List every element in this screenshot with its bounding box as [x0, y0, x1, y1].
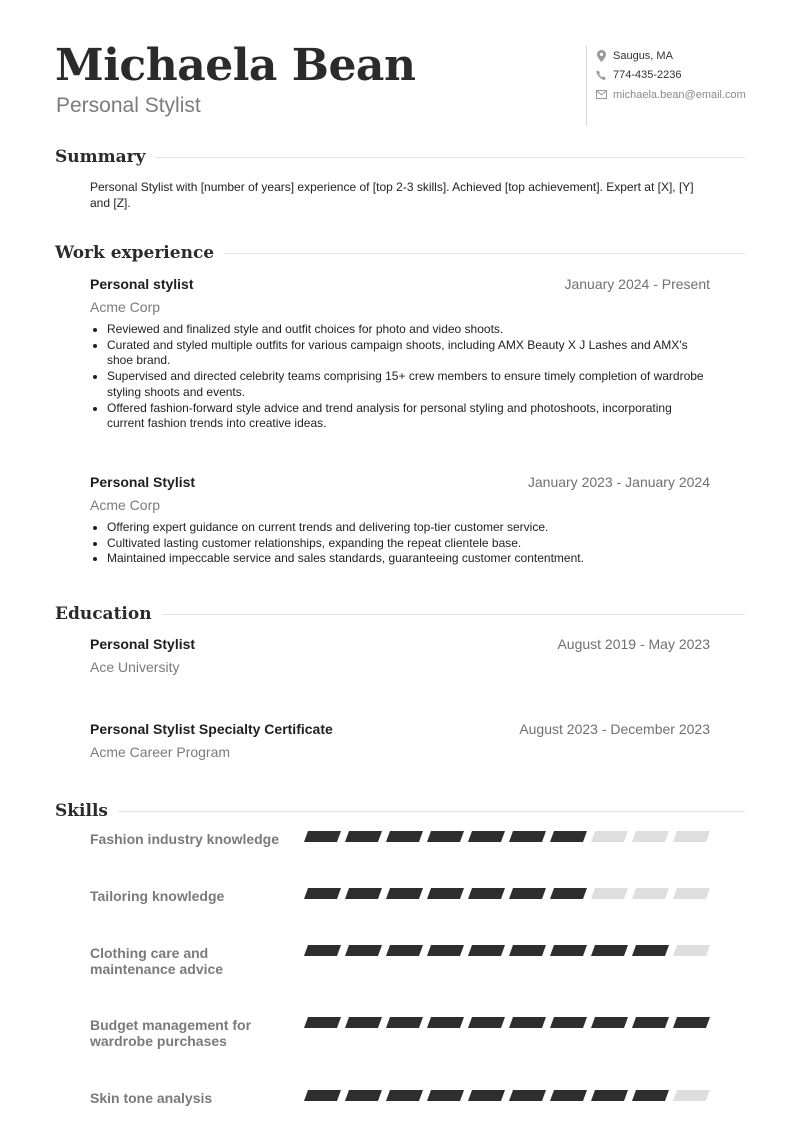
skill-segment-filled — [509, 831, 546, 842]
candidate-title: Personal Stylist — [56, 94, 201, 117]
map-pin-icon — [595, 49, 608, 62]
skill-segment-filled — [509, 945, 546, 956]
skills-section-header — [55, 801, 745, 821]
summary-section-header — [55, 147, 745, 167]
skill-segment-empty — [632, 888, 669, 899]
skill-segment-filled — [550, 888, 587, 899]
work-section-header — [55, 243, 745, 263]
section-divider — [224, 253, 745, 254]
skill-name: Fashion industry knowledge — [90, 831, 280, 847]
skill-segment-filled — [386, 888, 423, 899]
phone-text: 774-435-2236 — [613, 69, 682, 82]
skill-segment-filled — [591, 1090, 628, 1101]
education-date: August 2023 - December 2023 — [519, 721, 710, 737]
skill-segment-filled — [427, 1017, 464, 1028]
skill-segment-filled — [386, 1017, 423, 1028]
skill-segment-filled — [468, 888, 505, 899]
skill-segment-empty — [632, 831, 669, 842]
skill-segment-filled — [345, 945, 382, 956]
skill-segment-empty — [591, 888, 628, 899]
work-heading: Work experience — [55, 243, 215, 263]
skill-segment-filled — [427, 1090, 464, 1101]
job-date: January 2023 - January 2024 — [527, 474, 710, 490]
skill-segment-filled — [591, 1017, 628, 1028]
skill-segment-filled — [427, 888, 464, 899]
skill-segment-filled — [304, 1017, 341, 1028]
skill-name: Clothing care and maintenance advice — [90, 945, 224, 977]
skill-segment-filled — [591, 945, 628, 956]
education-section-header — [55, 604, 745, 624]
skill-segment-filled — [345, 1017, 382, 1028]
education-degree: Personal Stylist Specialty Certificate — [90, 721, 333, 737]
job-bullet: • Offered fashion-forward style advice and trend analysis for personal styling and photoshoots, incorporating current fashion trends into creative ideas. — [107, 401, 710, 432]
skill-segment-filled — [468, 1017, 505, 1028]
skill-segment-filled — [632, 1017, 669, 1028]
skill-segment-filled — [550, 1090, 587, 1101]
skill-segment-empty — [673, 1090, 710, 1101]
education-school: Ace University — [90, 659, 180, 675]
skill-name: Skin tone analysis — [90, 1090, 213, 1106]
job-company: Acme Corp — [90, 299, 161, 315]
skill-segment-filled — [345, 1090, 382, 1101]
summary-text: Personal Stylist with [number of years] experience of [top 2-3 skills]. Achieved [top achievement]. Expert at [X], [Y] and [Z]. — [90, 180, 694, 210]
education-entry — [90, 636, 710, 675]
education-entry — [90, 721, 710, 760]
skill-segment-filled — [345, 831, 382, 842]
job-bullet: • Cultivated lasting customer relationships, expanding the repeat clientele base. — [107, 536, 710, 552]
skill-segment-filled — [509, 1090, 546, 1101]
section-divider — [118, 811, 745, 812]
skill-segment-filled — [632, 945, 669, 956]
skill-segment-filled — [304, 1090, 341, 1101]
job-bullet: • Curated and styled multiple outfits for various campaign shoots, including AMX Beauty X J Lashes and AMX's shoe brand. — [107, 338, 710, 369]
skill-segment-filled — [468, 1090, 505, 1101]
skill-segment-filled — [468, 945, 505, 956]
skill-segment-filled — [632, 1090, 669, 1101]
skill-segment-filled — [386, 831, 423, 842]
skill-segment-filled — [304, 831, 341, 842]
skill-segment-empty — [673, 945, 710, 956]
skill-segment-filled — [386, 945, 423, 956]
skill-segment-empty — [591, 831, 628, 842]
skill-segment-filled — [509, 888, 546, 899]
phone-icon — [595, 69, 608, 82]
skill-segment-filled — [427, 945, 464, 956]
job-company: Acme Corp — [90, 497, 161, 513]
job-bullet: • Supervised and directed celebrity teams comprising 15+ crew members to ensure timely completion of wardrobe styling shoots and events. — [107, 369, 710, 400]
skill-segment-filled — [550, 1017, 587, 1028]
location-text: Saugus, MA — [613, 49, 673, 62]
job-bullets — [90, 322, 710, 432]
skill-name: Budget management for wardrobe purchases — [90, 1017, 252, 1049]
candidate-name: Michaela Bean — [55, 40, 416, 91]
skill-segment-filled — [304, 945, 341, 956]
job-bullet: • Offering expert guidance on current trends and delivering top-tier customer service. — [107, 520, 710, 536]
job-entry — [90, 474, 710, 567]
job-role: Personal stylist — [90, 276, 194, 292]
skill-segment-filled — [427, 831, 464, 842]
job-entry — [90, 276, 710, 432]
skill-name: Tailoring knowledge — [90, 888, 225, 904]
summary-heading: Summary — [55, 147, 146, 167]
job-date: January 2024 - Present — [564, 276, 710, 292]
education-school: Acme Career Program — [90, 744, 231, 760]
skill-segment-filled — [509, 1017, 546, 1028]
skill-segment-filled — [550, 831, 587, 842]
contact-location — [595, 46, 795, 66]
education-heading: Education — [55, 604, 152, 624]
skill-segment-filled — [673, 1017, 710, 1028]
job-role: Personal Stylist — [90, 474, 196, 490]
skill-segment-filled — [304, 888, 341, 899]
contact-email[interactable] — [595, 85, 795, 105]
skill-segment-empty — [673, 888, 710, 899]
skill-segment-empty — [673, 831, 710, 842]
skills-heading: Skills — [55, 801, 109, 821]
job-bullets — [90, 520, 710, 567]
email-link[interactable]: michaela.bean@email.com — [613, 88, 746, 101]
contact-phone — [595, 66, 795, 86]
skill-segment-filled — [468, 831, 505, 842]
skill-segment-filled — [386, 1090, 423, 1101]
skill-segment-filled — [550, 945, 587, 956]
contact-block — [586, 46, 795, 126]
job-bullet: • Reviewed and finalized style and outfit choices for photo and video shoots. — [107, 322, 710, 338]
education-degree: Personal Stylist — [90, 636, 196, 652]
skill-segment-filled — [345, 888, 382, 899]
job-bullet: • Maintained impeccable service and sales standards, guaranteeing customer contentment. — [107, 551, 710, 567]
envelope-icon — [595, 88, 608, 101]
section-divider — [155, 157, 745, 158]
education-date: August 2019 - May 2023 — [557, 636, 710, 652]
section-divider — [162, 614, 745, 615]
